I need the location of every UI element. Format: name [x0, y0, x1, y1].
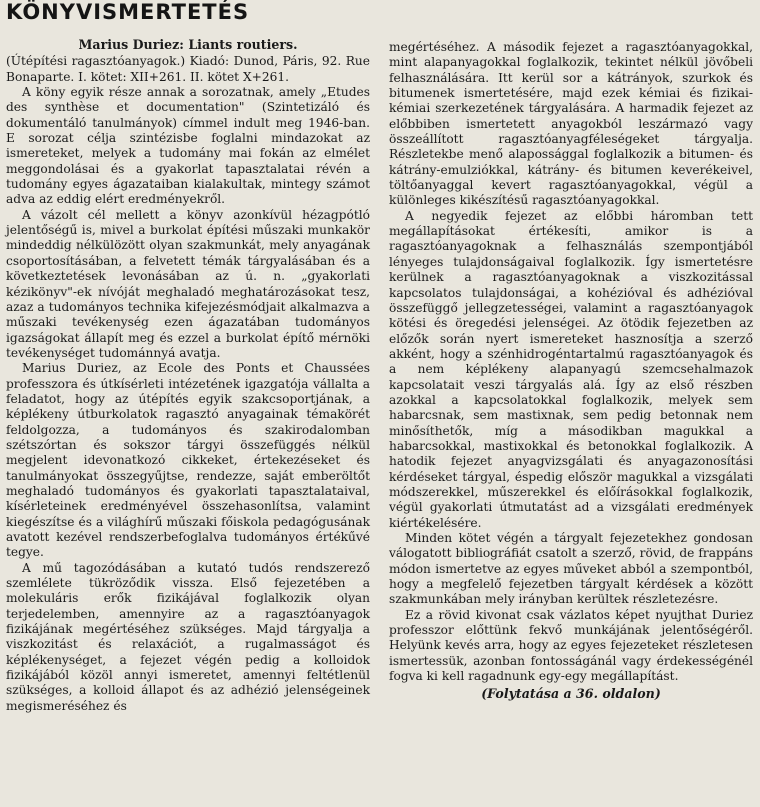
- article-title: Marius Duriez: Liants routiers.: [78, 37, 298, 52]
- paragraph: megértéséhez. A második fejezet a ragasztóanyagokkal, mint alapanyagokkal foglalkozik, tekintet nélkül jövőbeli felhasználására. Itt kerül sor a kátrányok, szurkok és bitumenek ismertetésére, majd ezek kémiai és fizikai-kémiai szerkezetének tárgyalására. A harmadik fejezet az előbbiben ismertetett anyagokból leszármazó vagy összeállított ragasztóanyagféleségeket tárgyalja. Részletekbe menő alapossággal foglalkozik a bitumen- és kátrány-emulziókkal, kátrány- és bitumen keverékeivel, töltőanyaggal kevert ragasztóanyagokkal, végül a különleges kikészítésű ragasztóanyagokkal.: [389, 40, 753, 208]
- paragraph: A vázolt cél mellett a könyv azonkívül hézagpótló jelentőségű is, mivel a burkolat építési műszaki munkakör mindeddig nélkülözött olyan szakmunkát, mely anyagának csoportosításában, a felvetett témák tárgyalásában és a következtetések levonásában az ú. n. „gyakorlati kézikönyv"-ek nívóját meghaladó meghatározásokat tesz, azaz a tudományos technika kifejezésmódjait alkalmazva a műszaki tevékenység ezen ágazatában tudományos igazságokat állapít meg és ezzel a burkolat építő mérnöki tevékenységet tudománnyá avatja.: [6, 207, 370, 360]
- paragraph: (Útépítési ragasztóanyagok.) Kiadó: Dunod, Páris, 92. Rue Bonaparte. I. kötet: XII+261. II. kötet X+261.: [6, 54, 370, 84]
- paragraph: A mű tagozódásában a kutató tudós rendszerező szemlélete tükröződik vissza. Első fejezetében a molekuláris erők fizikájával foglalkozik olyan terjedelemben, amennyire az a ragasztóanyagok fizikájának megértéséhez szükséges. Majd tárgyalja a viszkozitást és relaxációt, a rugalmasságot és képlékenységet, a fejezet végén pedig a kolloidok fizikájából közöl annyi ismeretet, amennyi feltétlenül szükséges, a kolloid állapot és az adhézió jelenségeinek megismeréséhez és: [6, 560, 370, 713]
- paragraph: A negyedik fejezet az előbbi háromban tett megállapításokat értékesíti, amikor is a ragasztóanyagoknak a felhasználás szempontjából lényeges tulajdonságaival foglalkozik. Így ismertetésre kerülnek a ragasztóanyagoknak a viszkozitással kapcsolatos tulajdonságai, a kohézióval és adhézióval összefüggő jellegzetességei, valamint a ragasztóanyagok kötési és öregedési jelenségei. Az ötödik fejezetben az előzők során nyert ismereteket hasznosítja a szerző akként, hogy a szénhidrogéntartalmú ragasztóanyagok és a nem képlékeny alapanyagú szemcsehalmazok kapcsolatait veszi tárgyalás alá. Így az első részben azokkal a kapcsolatokkal foglalkozik, melyek sem habarcsnak, sem mastixnak, sem pedig betonnak nem minősíthetők, míg a másodikban magukkal a habarcsokkal, mastixokkal és betonokkal foglalkozik. A hatodik fejezet anyagvizsgálati és anyagazonosítási kérdéseket tárgyal, éspedig először magukkal a vizsgálati módszerekkel, műszerekkel és előírásokkal foglalkozik, végül gyakorlati útmutatást ad a vizsgálati eredmények kiértékelésére.: [389, 208, 753, 530]
- section-heading: KÖNYVISMERTETÉS: [6, 0, 250, 24]
- paragraph: Ez a rövid kivonat csak vázlatos képet nyujthat Duriez professzor előttünk fekvő munkájának jelentőségéről. Helyünk kevés arra, hogy az egyes fejezeteket részletesen ismertessük, azonban fontosságánál vagy érdekességénél fogva ki kell ragadnunk egy-egy megállapítást.: [389, 607, 753, 684]
- paragraph: Marius Duriez, az Ecole des Ponts et Chaussées professzora és útkísérleti intézetének igazgatója vállalta a feladatot, hogy az útépítés egyik szakcsoportjának, a képlékeny útburkolatok ragasztó anyagainak témakörét feldolgozza, a tudományos és szakirodalomban szétszórtan és sokszor tárgyi összefüggés nélkül megjelent idevonatkozó cikkeket, értekezéseket és tanulmányokat összegyűjtse, rendezze, saját emberöltőt meghaladó tudományos és gyakorlati tapasztalataival, kísérleteinek eredményével összehasonlítsa, valamint kiegészítse és a világhírű műszaki főiskola pedagógusának avatott kezével rendszerbefoglalva tudományos értékűvé tegye.: [6, 361, 370, 560]
- paragraph: Minden kötet végén a tárgyalt fejezetekhez gondosan válogatott bibliográfiát csatolt a szerző, rövid, de frappáns módon ismertetve az egyes műveket abból a szempontból, hogy a megfelelő fejezetben tárgyalt kérdések a között szakmunkában mely irányban kerültek részletezésre.: [389, 531, 753, 607]
- paragraph: A köny egyik része annak a sorozatnak, amely „Etudes des synthèse et documentation" (Szintetizáló és dokumentáló tanulmányok) címmel indult meg 1946-ban. E sorozat célja szintézisbe foglalni mindazokat az ismereteket, melyek a tudomány mai fokán az elmélet meggondolásai és a gyakorlat tapasztalatai révén a tudomány egyes ágazataiban kialakultak, mintegy számot adva az eddig elért eredményekről.: [6, 85, 370, 207]
- left-column: [6, 37, 370, 714]
- continuation-note: (Folytatása a 36. oldalon): [481, 686, 661, 702]
- right-column: [389, 40, 753, 702]
